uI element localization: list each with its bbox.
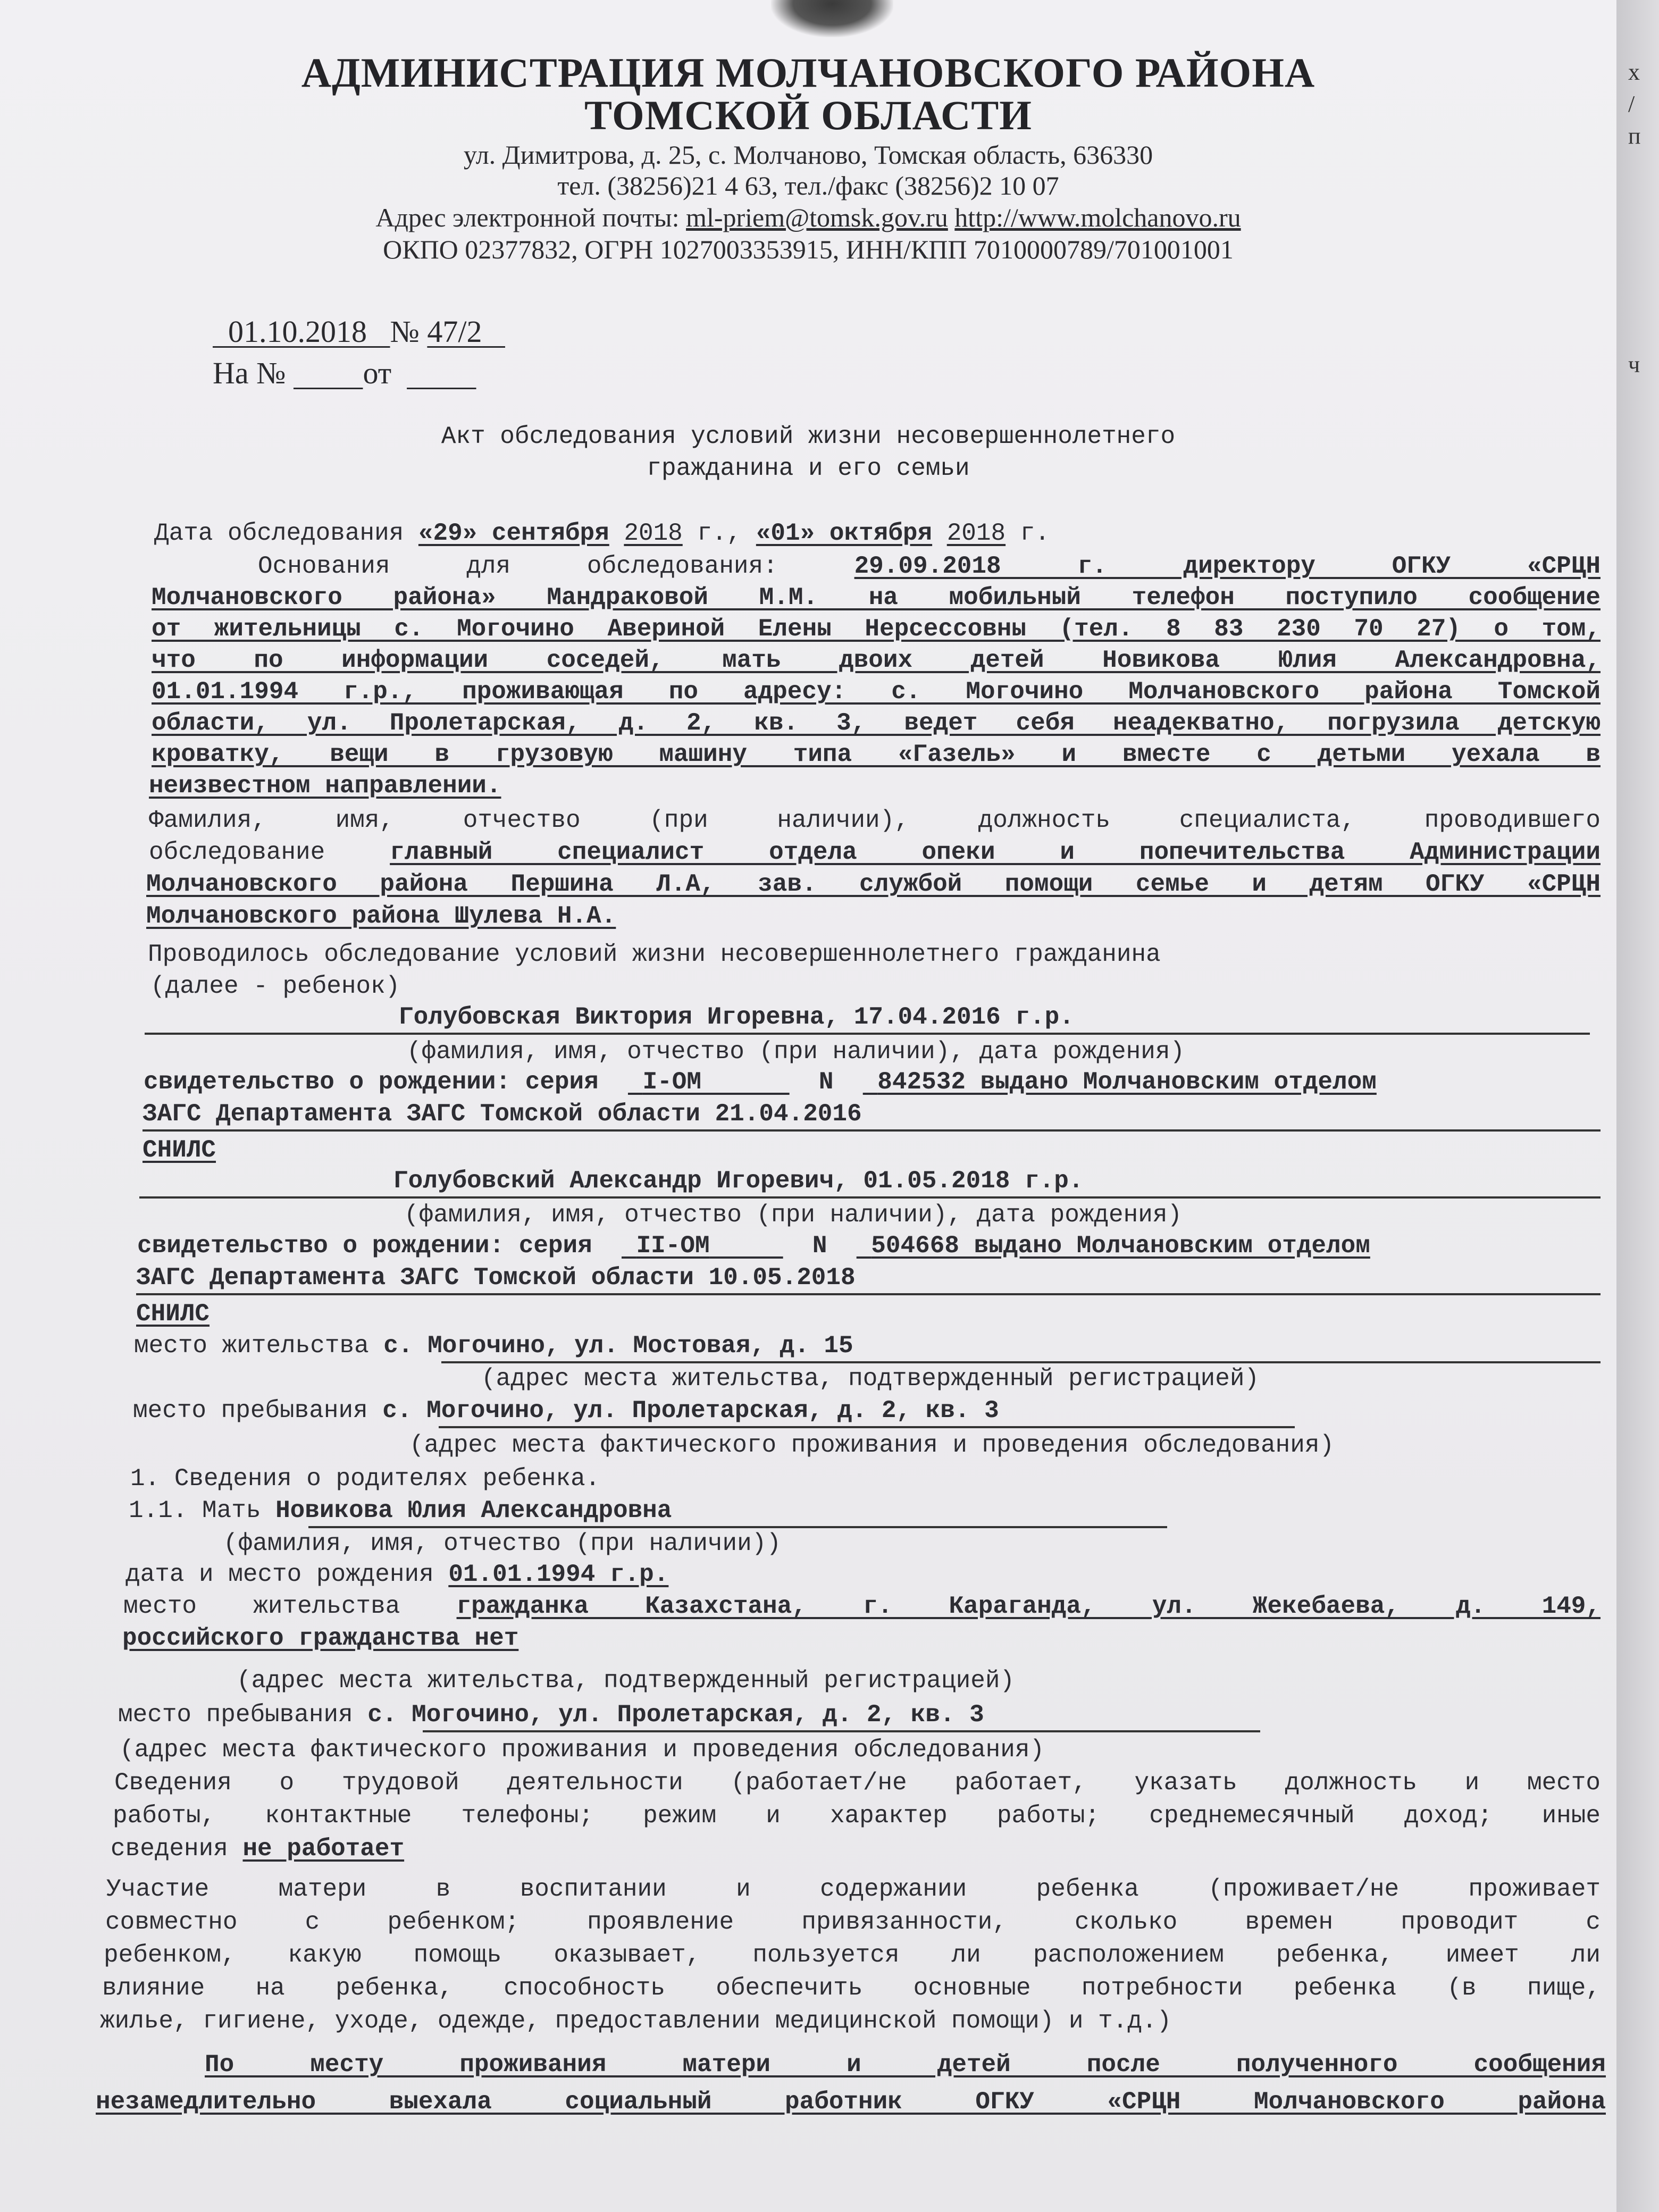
participation-line-5: жилье, гигиене, уходе, одежде, предоставлении медицинской помощи) и т.д.) bbox=[100, 2007, 1172, 2035]
doc-title-line1: Акт обследования условий жизни несовершеннолетнего bbox=[441, 423, 1176, 450]
parents-section-title: 1. Сведения о родителях ребенка. bbox=[130, 1465, 600, 1493]
edge-mark: / bbox=[1628, 91, 1635, 117]
survey-date-line: Дата обследования «29» сентября 2018 г., «01» октября 2018 г. bbox=[154, 520, 1050, 547]
basis-label: Основания для обследования: bbox=[258, 552, 778, 580]
specialist-line-3: Молчановского района Шулева Н.А. bbox=[146, 902, 616, 930]
adjacent-page-edge bbox=[1616, 0, 1659, 2212]
child2-caption: (фамилия, имя, отчество (при наличии), дата рождения) bbox=[404, 1201, 1183, 1229]
email-label: Адрес электронной почты: bbox=[375, 203, 680, 232]
reg-line bbox=[213, 314, 505, 349]
org-phones: тел. (38256)21 4 63, тел./факс (38256)2 10 07 bbox=[557, 171, 1059, 200]
ref-line bbox=[213, 355, 476, 391]
work-line-2: работы, контактные телефоны; режим и характер работы; среднемесячный доход; иные bbox=[113, 1802, 1601, 1830]
basis-line-5: 01.01.1994 г.р., проживающая по адресу: с. Могочино Молчановского района Томской bbox=[152, 678, 1601, 706]
mother-rule bbox=[308, 1526, 1167, 1528]
survey-year-from: 2018 bbox=[624, 520, 683, 547]
work-line-3: сведения не работает bbox=[111, 1835, 405, 1863]
child1-snils: СНИЛС bbox=[143, 1136, 216, 1164]
from-blank bbox=[407, 356, 476, 390]
final-line-2: незамедлительно выехала социальный работник ОГКУ «СРЦН Молчановского района bbox=[96, 2088, 1606, 2116]
stay-rule bbox=[439, 1426, 1295, 1428]
residence-caption: (адрес места жительства, подтвержденный регистрацией) bbox=[481, 1365, 1260, 1393]
basis-line-3: от жительницы с. Могочино Авериной Елены Нерсессовны (тел. 8 83 230 70 27) о том, bbox=[152, 615, 1601, 643]
basis-line-4: что по информации соседей, мать двоих детей Новикова Юлия Александровна, bbox=[152, 647, 1601, 674]
basis-line-7: кроватку, вещи в грузовую машину типа «Газель» и вместе с детьми уехала в bbox=[152, 741, 1601, 768]
org-contacts bbox=[0, 202, 1616, 233]
child2-name: Голубовский Александр Игоревич, 01.05.2018 г.р. bbox=[393, 1167, 1084, 1195]
mother-stay-rule bbox=[423, 1730, 1260, 1732]
stay-caption: (адрес места фактического проживания и проведения обследования) bbox=[409, 1431, 1335, 1459]
child2-snils: СНИЛС bbox=[136, 1300, 210, 1328]
child2-name-rule bbox=[139, 1196, 1601, 1199]
child2-cert-line2: ЗАГС Департамента ЗАГС Томской области 10.05.2018 bbox=[136, 1264, 856, 1292]
child2-cert-rule bbox=[136, 1293, 1601, 1295]
mother-line: 1.1. Мать Новикова Юлия Александровна bbox=[129, 1497, 672, 1524]
from-label: от bbox=[363, 356, 392, 390]
edge-mark: п bbox=[1628, 123, 1641, 149]
website-link[interactable]: http://www.molchanovo.ru bbox=[954, 203, 1241, 232]
conducted-label-2: (далее - ребенок) bbox=[150, 973, 400, 1000]
conducted-label-1: Проводилось обследование условий жизни несовершеннолетнего гражданина bbox=[148, 941, 1161, 968]
basis-line-2: Молчановского района» Мандраковой М.М. на мобильный телефон поступило сообщение bbox=[152, 584, 1601, 611]
org-name-line2: ТОМСКОЙ ОБЛАСТИ bbox=[584, 92, 1032, 138]
basis-line-1: Основания для обследования: 29.09.2018 г. директору ОГКУ «СРЦН bbox=[258, 552, 1601, 580]
child1-name-rule bbox=[145, 1033, 1590, 1035]
child1-cert-rule bbox=[143, 1129, 1601, 1132]
final-line-1: По месту проживания матери и детей после полученного сообщения bbox=[205, 2051, 1606, 2079]
survey-date-from: «29» сентября bbox=[418, 520, 609, 547]
stay-line: место пребывания с. Могочино, ул. Пролетарская, д. 2, кв. 3 bbox=[133, 1397, 999, 1425]
ref-label: На № bbox=[213, 356, 286, 390]
mother-residence-line: место жительства гражданка Казахстана, г. Караганда, ул. Жекебаева, д. 149, bbox=[123, 1593, 1601, 1620]
child1-name: Голубовская Виктория Игоревна, 17.04.2016 г.р. bbox=[399, 1003, 1074, 1031]
participation-line-4: влияние на ребенка, способность обеспечить основные потребности ребенка (в пище, bbox=[102, 1974, 1601, 2002]
basis-line-8: неизвестном направлении. bbox=[149, 772, 501, 800]
survey-date-to: «01» октября bbox=[756, 520, 933, 547]
mother-residence-line2: российского гражданства нет bbox=[122, 1624, 519, 1652]
reg-date: 01.10.2018 bbox=[228, 314, 367, 349]
email-link[interactable]: ml-priem@tomsk.gov.ru bbox=[686, 203, 948, 232]
participation-line-1: Участие матери в воспитании и содержании ребенка (проживает/не проживает bbox=[106, 1875, 1601, 1903]
specialist-line-1: обследование главный специалист отдела опеки и попечительства Администрации bbox=[149, 839, 1601, 866]
reg-number-label: № bbox=[390, 314, 420, 349]
org-address: ул. Димитрова, д. 25, с. Молчаново, Томская область, 636330 bbox=[463, 140, 1153, 170]
child1-caption: (фамилия, имя, отчество (при наличии), дата рождения) bbox=[407, 1038, 1185, 1066]
mother-birth-line: дата и место рождения 01.01.1994 г.р. bbox=[125, 1561, 669, 1588]
child2-cert-line: свидетельство о рождении: серия II-ОМ N 504668 выдано Молчановским отделом bbox=[137, 1232, 1370, 1260]
basis-line-6: области, ул. Пролетарская, д. 2, кв. 3, ведет себя неадекватно, погрузила детскую bbox=[152, 709, 1601, 737]
survey-date-label: Дата обследования bbox=[154, 520, 404, 547]
edge-mark: ч bbox=[1628, 351, 1640, 378]
specialist-label-line: Фамилия, имя, отчество (при наличии), должность специалиста, проводившего bbox=[149, 807, 1601, 834]
doc-title-line2: гражданина и его семьи bbox=[647, 455, 970, 482]
ref-blank bbox=[294, 356, 363, 390]
edge-mark: x bbox=[1628, 59, 1640, 85]
mother-caption: (фамилия, имя, отчество (при наличии)) bbox=[223, 1530, 781, 1557]
residence-line: место жительства с. Могочино, ул. Мостовая, д. 15 bbox=[134, 1332, 853, 1360]
mother-stay-caption: (адрес места фактического проживания и проведения обследования) bbox=[120, 1736, 1045, 1764]
org-codes: ОКПО 02377832, ОГРН 1027003353915, ИНН/КПП 7010000789/701001001 bbox=[383, 234, 1234, 264]
reg-number: 47/2 bbox=[427, 314, 482, 349]
residence-rule bbox=[441, 1361, 1601, 1363]
mother-stay-line: место пребывания с. Могочино, ул. Пролетарская, д. 2, кв. 3 bbox=[118, 1701, 984, 1729]
child1-cert-line2: ЗАГС Департамента ЗАГС Томской области 21.04.2016 bbox=[143, 1100, 862, 1128]
participation-line-3: ребенком, какую помощь оказывает, пользуется ли расположением ребенка, имеет ли bbox=[104, 1941, 1601, 1969]
coat-of-arms-emblem bbox=[771, 0, 893, 37]
mother-residence-caption: (адрес места жительства, подтвержденный регистрацией) bbox=[237, 1667, 1015, 1695]
work-line-1: Сведения о трудовой деятельности (работает/не работает, указать должность и место bbox=[114, 1769, 1601, 1797]
participation-line-2: совместно с ребенком; проявление привязанности, сколько времен проводит с bbox=[105, 1908, 1601, 1936]
org-name-line1: АДМИНИСТРАЦИЯ МОЛЧАНОВСКОГО РАЙОНА bbox=[301, 49, 1316, 96]
specialist-line-2: Молчановского района Першина Л.А, зав. службой помощи семье и детям ОГКУ «СРЦН bbox=[146, 870, 1601, 898]
survey-year-to: 2018 bbox=[946, 520, 1006, 547]
child1-cert-line: свидетельство о рождении: серия I-ОМ N 842532 выдано Молчановским отделом bbox=[144, 1068, 1377, 1096]
